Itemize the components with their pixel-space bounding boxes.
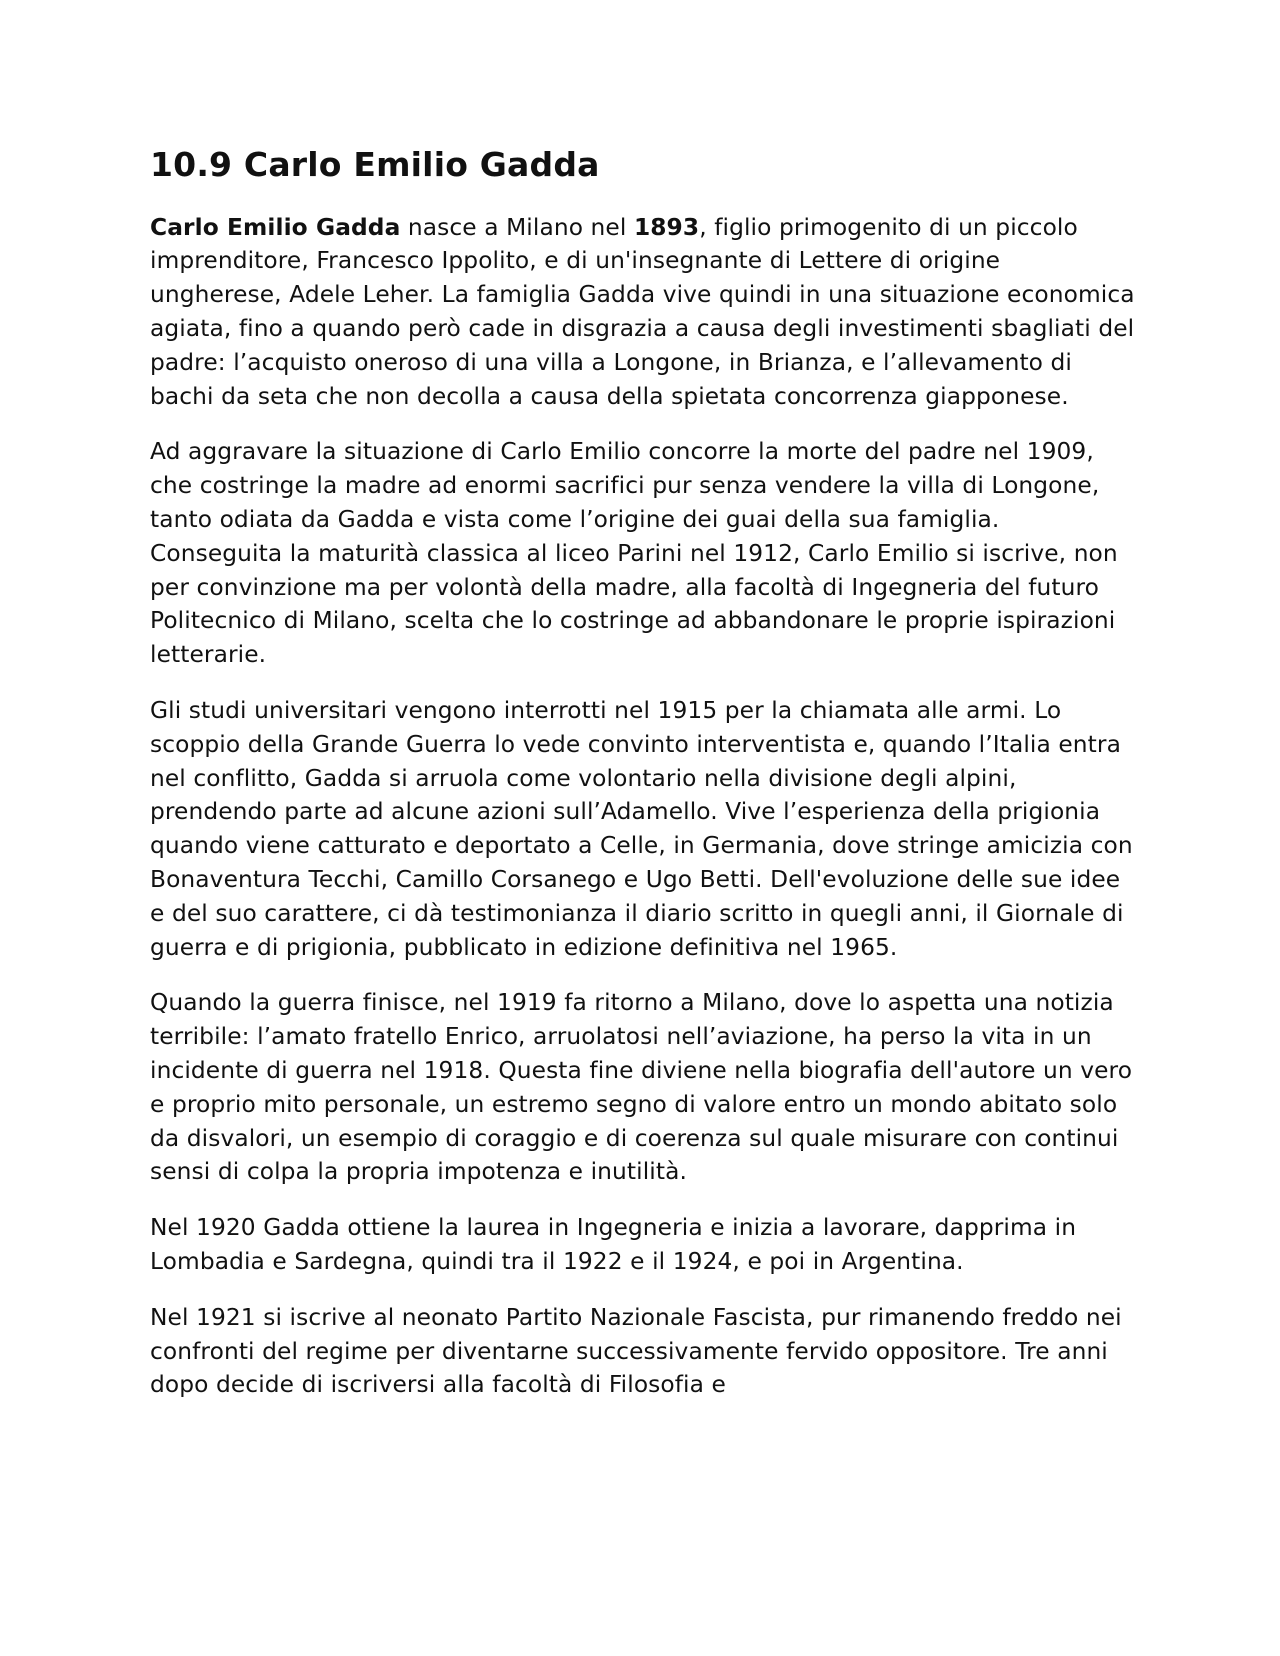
birth-year: 1893 (633, 213, 700, 241)
subject-name: Carlo Emilio Gadda (150, 213, 401, 241)
paragraph-5: Nel 1920 Gadda ottiene la laurea in Ingegneria e inizia a lavorare, dapprima in Lombadia e Sardegna, quindi tra il 1922 e il 1924, e poi in Argentina. (150, 1214, 1077, 1275)
paragraph-1-text-a: nasce a Milano nel (400, 213, 634, 241)
paragraph-4: Quando la guerra finisce, nel 1919 fa ritorno a Milano, dove lo aspetta una notizia terribile: l’amato fratello Enrico, arruolatosi nell’aviazione, ha perso la vita in un incidente di guerra nel 1918. Questa fine diviene nella biografia dell'autore un vero e proprio mito personale, un estremo segno di valore entro un mondo abitato solo da disvalori, un esempio di coraggio e di coerenza sul quale misurare con continui sensi di colpa la propria impotenza e inutilità. (150, 989, 1133, 1186)
paragraph-6: Nel 1921 si iscrive al neonato Partito Nazionale Fascista, pur rimanendo freddo nei confronti del regime per diventarne successivamente fervido oppositore. Tre anni dopo decide di iscriversi alla facoltà di Filosofia e (150, 1303, 1122, 1399)
paragraph-2: Ad aggravare la situazione di Carlo Emilio concorre la morte del padre nel 1909, che costringe la madre ad enormi sacrifici pur senza vendere la villa di Longone, tanto odiata da Gadda e vista come l’origine dei guai della sua famiglia. Conseguita la maturità classica al liceo Parini nel 1912, Carlo Emilio si iscrive, non per convinzione ma per volontà della madre, alla facoltà di Ingegneria del futuro Politecnico di Milano, scelta che lo costringe ad abbandonare le proprie ispirazioni letterarie. (150, 438, 1118, 669)
paragraph-1 (150, 211, 1135, 414)
document-page (150, 145, 1135, 1424)
section-title: 10.9 Carlo Emilio Gadda (150, 145, 600, 184)
paragraph-3: Gli studi universitari vengono interrotti nel 1915 per la chiamata alle armi. Lo scoppio della Grande Guerra lo vede convinto interventista e, quando l’Italia entra nel conflitto, Gadda si arruola come volontario nella divisione degli alpini, prendendo parte ad alcune azioni sull’Adamello. Vive l’esperienza della prigionia quando viene catturato e deportato a Celle, in Germania, dove stringe amicizia con Bonaventura Tecchi, Camillo Corsanego e Ugo Betti. Dell'evoluzione delle sue idee e del suo carattere, ci dà testimonianza il diario scritto in quegli anni, il Giornale di guerra e di prigionia, pubblicato in edizione definitiva nel 1965. (150, 696, 1133, 961)
paragraph-1-text-b: , figlio primogenito di un piccolo imprenditore, Francesco Ippolito, e di un'insegnante di Lettere di origine ungherese, Adele Leher. La famiglia Gadda vive quindi in una situazione economica agiata, fino a quando però cade in disgrazia a causa degli investimenti sbagliati del padre: l’acquisto oneroso di una villa a Longone, in Brianza, e l’allevamento di bachi da seta che non decolla a causa della spietata concorrenza giapponese. (150, 213, 1135, 410)
